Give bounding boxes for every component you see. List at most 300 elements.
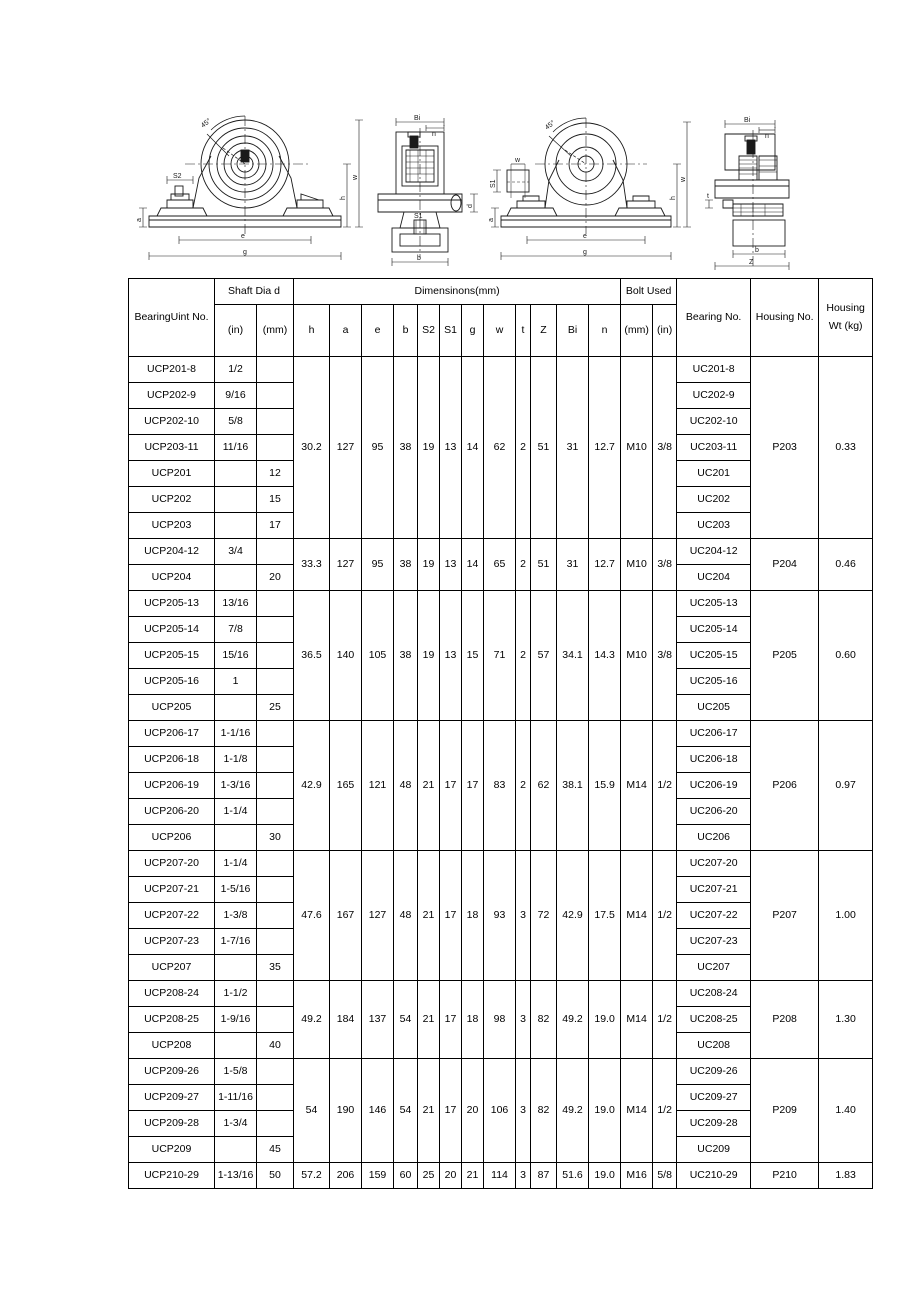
cell-dim-t: 2 bbox=[516, 591, 531, 721]
cell-bearing-no: UC207-20 bbox=[677, 851, 751, 877]
cell-bolt-in: 5/8 bbox=[653, 1163, 677, 1189]
header-dim-e: e bbox=[362, 305, 394, 357]
svg-text:S1: S1 bbox=[490, 179, 497, 188]
cell-bolt-in: 3/8 bbox=[653, 357, 677, 539]
cell-shaft-dia-mm: 30 bbox=[257, 825, 294, 851]
cell-housing-no: P204 bbox=[751, 539, 819, 591]
cell-dim-a: 165 bbox=[330, 721, 362, 851]
cell-shaft-dia-mm bbox=[257, 617, 294, 643]
cell-bolt-mm: M10 bbox=[621, 591, 653, 721]
cell-shaft-dia-in: 1-3/4 bbox=[215, 1111, 257, 1137]
cell-bearing-unit-no: UCP206-19 bbox=[129, 773, 215, 799]
cell-shaft-dia-mm: 40 bbox=[257, 1033, 294, 1059]
cell-bearing-unit-no: UCP207 bbox=[129, 955, 215, 981]
cell-dim-t: 3 bbox=[516, 981, 531, 1059]
cell-dim-bi: 42.9 bbox=[557, 851, 589, 981]
header-dim-t: t bbox=[516, 305, 531, 357]
cell-shaft-dia-in: 11/16 bbox=[215, 435, 257, 461]
cell-dim-g: 18 bbox=[462, 981, 484, 1059]
cell-dim-w: 71 bbox=[484, 591, 516, 721]
cell-dim-s2: 21 bbox=[418, 851, 440, 981]
drawing-pillow-block-front-view-ucpa bbox=[487, 108, 692, 273]
cell-shaft-dia-in bbox=[215, 461, 257, 487]
cell-dim-t: 3 bbox=[516, 1059, 531, 1163]
cell-dim-g: 18 bbox=[462, 851, 484, 981]
cell-bearing-no: UC208 bbox=[677, 1033, 751, 1059]
svg-text:Z: Z bbox=[749, 259, 754, 266]
cell-shaft-dia-mm bbox=[257, 929, 294, 955]
cell-dim-g: 21 bbox=[462, 1163, 484, 1189]
cell-bolt-mm: M14 bbox=[621, 851, 653, 981]
cell-dim-h: 57.2 bbox=[294, 1163, 330, 1189]
cell-bearing-unit-no: UCP205-16 bbox=[129, 669, 215, 695]
bearing-specification-table-container bbox=[128, 278, 865, 1189]
cell-dim-b: 38 bbox=[394, 357, 418, 539]
header-shaft-dia: Shaft Dia d bbox=[215, 279, 294, 305]
cell-dim-bi: 49.2 bbox=[557, 981, 589, 1059]
table-row bbox=[129, 851, 873, 877]
cell-bearing-unit-no: UCP210-29 bbox=[129, 1163, 215, 1189]
table-row bbox=[129, 1163, 873, 1189]
cell-dim-h: 36.5 bbox=[294, 591, 330, 721]
cell-shaft-dia-in bbox=[215, 955, 257, 981]
cell-shaft-dia-in: 1-1/16 bbox=[215, 721, 257, 747]
cell-shaft-dia-mm bbox=[257, 903, 294, 929]
cell-bearing-unit-no: UCP207-22 bbox=[129, 903, 215, 929]
svg-text:e: e bbox=[583, 233, 587, 240]
cell-dim-z: 51 bbox=[531, 539, 557, 591]
table-row bbox=[129, 357, 873, 383]
table-row bbox=[129, 539, 873, 565]
cell-dim-e: 159 bbox=[362, 1163, 394, 1189]
header-dimensions-group: Dimensinons(mm) bbox=[294, 279, 621, 305]
cell-bearing-unit-no: UCP209-28 bbox=[129, 1111, 215, 1137]
cell-shaft-dia-mm bbox=[257, 799, 294, 825]
cell-dim-b: 48 bbox=[394, 721, 418, 851]
cell-shaft-dia-in bbox=[215, 1033, 257, 1059]
cell-dim-g: 17 bbox=[462, 721, 484, 851]
cell-dim-n: 15.9 bbox=[589, 721, 621, 851]
cell-bearing-no: UC205-15 bbox=[677, 643, 751, 669]
cell-bearing-unit-no: UCP202 bbox=[129, 487, 215, 513]
cell-shaft-dia-in: 13/16 bbox=[215, 591, 257, 617]
cell-bolt-mm: M14 bbox=[621, 1059, 653, 1163]
cell-dim-s2: 21 bbox=[418, 981, 440, 1059]
cell-bearing-no: UC202-9 bbox=[677, 383, 751, 409]
cell-dim-z: 82 bbox=[531, 1059, 557, 1163]
header-row-top bbox=[129, 279, 873, 305]
cell-bearing-no: UC206 bbox=[677, 825, 751, 851]
cell-bearing-unit-no: UCP208-24 bbox=[129, 981, 215, 1007]
cell-bearing-unit-no: UCP206-20 bbox=[129, 799, 215, 825]
header-housing-wt-line2: Wt (kg) bbox=[828, 319, 863, 332]
cell-shaft-dia-mm bbox=[257, 669, 294, 695]
cell-bearing-unit-no: UCP204-12 bbox=[129, 539, 215, 565]
cell-dim-bi: 51.6 bbox=[557, 1163, 589, 1189]
cell-bolt-mm: M16 bbox=[621, 1163, 653, 1189]
cell-housing-wt: 1.40 bbox=[819, 1059, 873, 1163]
cell-dim-g: 15 bbox=[462, 591, 484, 721]
cell-dim-a: 167 bbox=[330, 851, 362, 981]
cell-dim-b: 54 bbox=[394, 981, 418, 1059]
cell-bearing-no: UC205 bbox=[677, 695, 751, 721]
cell-shaft-dia-mm bbox=[257, 539, 294, 565]
svg-text:g: g bbox=[243, 249, 247, 256]
cell-dim-a: 184 bbox=[330, 981, 362, 1059]
svg-text:t: t bbox=[707, 193, 709, 200]
cell-bearing-no: UC208-24 bbox=[677, 981, 751, 1007]
header-dim-b: b bbox=[394, 305, 418, 357]
cell-bearing-no: UC210-29 bbox=[677, 1163, 751, 1189]
cell-dim-s1: 13 bbox=[440, 591, 462, 721]
cell-dim-e: 146 bbox=[362, 1059, 394, 1163]
cell-bolt-in: 1/2 bbox=[653, 851, 677, 981]
header-dim-h: h bbox=[294, 305, 330, 357]
cell-dim-b: 54 bbox=[394, 1059, 418, 1163]
header-shaft-mm: (mm) bbox=[257, 305, 294, 357]
cell-housing-wt: 1.00 bbox=[819, 851, 873, 981]
header-dim-w: w bbox=[484, 305, 516, 357]
cell-shaft-dia-in: 5/8 bbox=[215, 409, 257, 435]
svg-text:h: h bbox=[670, 196, 677, 200]
cell-shaft-dia-in: 1-5/8 bbox=[215, 1059, 257, 1085]
header-bearing-no: Bearing No. bbox=[677, 279, 751, 357]
cell-shaft-dia-mm bbox=[257, 877, 294, 903]
cell-shaft-dia-in: 9/16 bbox=[215, 383, 257, 409]
cell-shaft-dia-in: 1-13/16 bbox=[215, 1163, 257, 1189]
cell-shaft-dia-in bbox=[215, 695, 257, 721]
cell-dim-z: 82 bbox=[531, 981, 557, 1059]
cell-bearing-unit-no: UCP201 bbox=[129, 461, 215, 487]
table-row bbox=[129, 981, 873, 1007]
cell-housing-wt: 0.33 bbox=[819, 357, 873, 539]
cell-dim-s2: 19 bbox=[418, 539, 440, 591]
svg-text:w: w bbox=[680, 176, 687, 182]
cell-bearing-no: UC204 bbox=[677, 565, 751, 591]
cell-shaft-dia-in: 3/4 bbox=[215, 539, 257, 565]
cell-bearing-no: UC203-11 bbox=[677, 435, 751, 461]
cell-shaft-dia-mm bbox=[257, 435, 294, 461]
cell-bolt-in: 3/8 bbox=[653, 539, 677, 591]
svg-text:w: w bbox=[515, 157, 521, 164]
cell-bearing-no: UC202 bbox=[677, 487, 751, 513]
cell-bearing-no: UC205-16 bbox=[677, 669, 751, 695]
cell-dim-z: 57 bbox=[531, 591, 557, 721]
bearing-specification-table bbox=[128, 278, 873, 1189]
header-dim-n: n bbox=[589, 305, 621, 357]
cell-shaft-dia-in: 1-1/4 bbox=[215, 799, 257, 825]
cell-bearing-no: UC204-12 bbox=[677, 539, 751, 565]
svg-text:S2: S2 bbox=[173, 173, 182, 180]
cell-shaft-dia-in: 1-1/2 bbox=[215, 981, 257, 1007]
cell-bolt-in: 1/2 bbox=[653, 721, 677, 851]
cell-bearing-unit-no: UCP205 bbox=[129, 695, 215, 721]
cell-dim-a: 190 bbox=[330, 1059, 362, 1163]
cell-shaft-dia-mm: 45 bbox=[257, 1137, 294, 1163]
cell-dim-z: 62 bbox=[531, 721, 557, 851]
cell-dim-h: 54 bbox=[294, 1059, 330, 1163]
cell-shaft-dia-mm bbox=[257, 851, 294, 877]
cell-dim-a: 206 bbox=[330, 1163, 362, 1189]
cell-dim-t: 2 bbox=[516, 357, 531, 539]
cell-housing-wt: 0.60 bbox=[819, 591, 873, 721]
cell-dim-b: 38 bbox=[394, 591, 418, 721]
cell-dim-e: 121 bbox=[362, 721, 394, 851]
cell-bearing-unit-no: UCP208 bbox=[129, 1033, 215, 1059]
cell-bearing-no: UC203 bbox=[677, 513, 751, 539]
cell-bolt-in: 1/2 bbox=[653, 1059, 677, 1163]
cell-dim-b: 48 bbox=[394, 851, 418, 981]
cell-dim-s2: 21 bbox=[418, 721, 440, 851]
cell-dim-s2: 19 bbox=[418, 591, 440, 721]
cell-housing-wt: 1.30 bbox=[819, 981, 873, 1059]
cell-dim-h: 33.3 bbox=[294, 539, 330, 591]
cell-shaft-dia-mm bbox=[257, 383, 294, 409]
cell-shaft-dia-mm bbox=[257, 1007, 294, 1033]
cell-dim-s1: 20 bbox=[440, 1163, 462, 1189]
svg-text:b: b bbox=[417, 255, 421, 262]
cell-housing-no: P210 bbox=[751, 1163, 819, 1189]
cell-dim-n: 19.0 bbox=[589, 1163, 621, 1189]
cell-dim-t: 3 bbox=[516, 1163, 531, 1189]
header-dim-s1: S1 bbox=[440, 305, 462, 357]
cell-bearing-no: UC209 bbox=[677, 1137, 751, 1163]
header-housing-no: Housing No. bbox=[751, 279, 819, 357]
cell-dim-w: 65 bbox=[484, 539, 516, 591]
cell-bearing-no: UC206-19 bbox=[677, 773, 751, 799]
cell-bearing-no: UC201-8 bbox=[677, 357, 751, 383]
svg-text:S1: S1 bbox=[414, 213, 423, 220]
cell-dim-n: 19.0 bbox=[589, 1059, 621, 1163]
cell-bearing-unit-no: UCP204 bbox=[129, 565, 215, 591]
cell-shaft-dia-in: 1-5/16 bbox=[215, 877, 257, 903]
cell-dim-z: 72 bbox=[531, 851, 557, 981]
cell-dim-z: 51 bbox=[531, 357, 557, 539]
svg-text:45°: 45° bbox=[199, 117, 213, 130]
cell-dim-w: 106 bbox=[484, 1059, 516, 1163]
cell-dim-b: 60 bbox=[394, 1163, 418, 1189]
cell-bolt-mm: M10 bbox=[621, 539, 653, 591]
drawing-pillow-block-cross-section-ucpa bbox=[697, 108, 802, 276]
cell-housing-no: P208 bbox=[751, 981, 819, 1059]
cell-shaft-dia-mm: 25 bbox=[257, 695, 294, 721]
cell-dim-s1: 17 bbox=[440, 721, 462, 851]
cell-shaft-dia-in bbox=[215, 513, 257, 539]
cell-dim-w: 98 bbox=[484, 981, 516, 1059]
cell-dim-w: 114 bbox=[484, 1163, 516, 1189]
cell-dim-n: 17.5 bbox=[589, 851, 621, 981]
cell-housing-wt: 1.83 bbox=[819, 1163, 873, 1189]
cell-bolt-mm: M14 bbox=[621, 721, 653, 851]
cell-shaft-dia-mm bbox=[257, 643, 294, 669]
cell-dim-e: 137 bbox=[362, 981, 394, 1059]
table-body bbox=[129, 357, 873, 1189]
svg-text:Bi: Bi bbox=[414, 115, 421, 122]
cell-bearing-unit-no: UCP209 bbox=[129, 1137, 215, 1163]
table-row bbox=[129, 591, 873, 617]
cell-bolt-in: 3/8 bbox=[653, 591, 677, 721]
cell-dim-s2: 19 bbox=[418, 357, 440, 539]
cell-dim-s1: 17 bbox=[440, 851, 462, 981]
cell-dim-z: 87 bbox=[531, 1163, 557, 1189]
cell-shaft-dia-mm bbox=[257, 981, 294, 1007]
cell-dim-bi: 34.1 bbox=[557, 591, 589, 721]
cell-housing-no: P205 bbox=[751, 591, 819, 721]
cell-dim-t: 2 bbox=[516, 721, 531, 851]
cell-shaft-dia-in: 1 bbox=[215, 669, 257, 695]
cell-bearing-unit-no: UCP209-27 bbox=[129, 1085, 215, 1111]
cell-dim-a: 140 bbox=[330, 591, 362, 721]
cell-bearing-unit-no: UCP205-13 bbox=[129, 591, 215, 617]
cell-shaft-dia-mm bbox=[257, 1111, 294, 1137]
cell-shaft-dia-in bbox=[215, 1137, 257, 1163]
svg-text:g: g bbox=[583, 249, 587, 256]
cell-dim-s1: 17 bbox=[440, 1059, 462, 1163]
cell-bolt-in: 1/2 bbox=[653, 981, 677, 1059]
table-row bbox=[129, 1059, 873, 1085]
cell-shaft-dia-mm bbox=[257, 1059, 294, 1085]
cell-shaft-dia-in: 1-3/8 bbox=[215, 903, 257, 929]
cell-shaft-dia-mm bbox=[257, 721, 294, 747]
cell-shaft-dia-mm: 15 bbox=[257, 487, 294, 513]
cell-dim-g: 14 bbox=[462, 539, 484, 591]
cell-dim-a: 127 bbox=[330, 357, 362, 539]
technical-drawings-strip bbox=[0, 104, 920, 276]
cell-shaft-dia-in: 1-11/16 bbox=[215, 1085, 257, 1111]
cell-bearing-unit-no: UCP208-25 bbox=[129, 1007, 215, 1033]
header-bolt-mm: (mm) bbox=[621, 305, 653, 357]
header-housing-wt bbox=[819, 279, 873, 357]
cell-dim-bi: 31 bbox=[557, 357, 589, 539]
cell-housing-no: P206 bbox=[751, 721, 819, 851]
svg-text:n: n bbox=[765, 133, 769, 140]
svg-text:Bi: Bi bbox=[744, 117, 751, 124]
header-dim-bi: Bi bbox=[557, 305, 589, 357]
svg-text:b: b bbox=[755, 247, 759, 254]
cell-housing-no: P203 bbox=[751, 357, 819, 539]
cell-dim-n: 12.7 bbox=[589, 357, 621, 539]
cell-shaft-dia-in: 15/16 bbox=[215, 643, 257, 669]
cell-dim-g: 20 bbox=[462, 1059, 484, 1163]
cell-bearing-unit-no: UCP205-14 bbox=[129, 617, 215, 643]
cell-dim-n: 19.0 bbox=[589, 981, 621, 1059]
cell-dim-e: 95 bbox=[362, 357, 394, 539]
cell-bearing-unit-no: UCP203-11 bbox=[129, 435, 215, 461]
cell-shaft-dia-mm bbox=[257, 591, 294, 617]
svg-text:n: n bbox=[432, 131, 436, 138]
svg-text:e: e bbox=[241, 233, 245, 240]
cell-shaft-dia-in bbox=[215, 825, 257, 851]
cell-shaft-dia-in: 1-1/8 bbox=[215, 747, 257, 773]
cell-dim-t: 2 bbox=[516, 539, 531, 591]
cell-shaft-dia-in: 1-7/16 bbox=[215, 929, 257, 955]
cell-housing-wt: 0.46 bbox=[819, 539, 873, 591]
cell-bearing-no: UC207-23 bbox=[677, 929, 751, 955]
cell-shaft-dia-mm: 20 bbox=[257, 565, 294, 591]
cell-bearing-no: UC202-10 bbox=[677, 409, 751, 435]
cell-bearing-unit-no: UCP205-15 bbox=[129, 643, 215, 669]
cell-shaft-dia-in: 1/2 bbox=[215, 357, 257, 383]
svg-text:w: w bbox=[352, 174, 359, 180]
cell-dim-e: 127 bbox=[362, 851, 394, 981]
cell-bearing-no: UC206-17 bbox=[677, 721, 751, 747]
cell-bearing-no: UC206-18 bbox=[677, 747, 751, 773]
cell-bearing-no: UC207-21 bbox=[677, 877, 751, 903]
cell-shaft-dia-in: 7/8 bbox=[215, 617, 257, 643]
cell-dim-n: 12.7 bbox=[589, 539, 621, 591]
cell-dim-h: 30.2 bbox=[294, 357, 330, 539]
cell-shaft-dia-mm bbox=[257, 773, 294, 799]
cell-bearing-unit-no: UCP201-8 bbox=[129, 357, 215, 383]
cell-dim-h: 47.6 bbox=[294, 851, 330, 981]
cell-dim-bi: 31 bbox=[557, 539, 589, 591]
svg-text:45°: 45° bbox=[543, 119, 557, 132]
cell-bearing-no: UC209-26 bbox=[677, 1059, 751, 1085]
cell-bearing-unit-no: UCP206-18 bbox=[129, 747, 215, 773]
cell-bearing-unit-no: UCP207-20 bbox=[129, 851, 215, 877]
cell-bearing-no: UC208-25 bbox=[677, 1007, 751, 1033]
cell-dim-b: 38 bbox=[394, 539, 418, 591]
svg-text:h: h bbox=[340, 196, 347, 200]
cell-dim-e: 95 bbox=[362, 539, 394, 591]
cell-shaft-dia-in: 1-3/16 bbox=[215, 773, 257, 799]
cell-housing-no: P207 bbox=[751, 851, 819, 981]
header-bearing-unit-no: BearingUint No. bbox=[129, 279, 215, 357]
cell-dim-e: 105 bbox=[362, 591, 394, 721]
cell-shaft-dia-mm bbox=[257, 357, 294, 383]
cell-bearing-no: UC209-27 bbox=[677, 1085, 751, 1111]
cell-dim-n: 14.3 bbox=[589, 591, 621, 721]
header-bolt-in: (in) bbox=[653, 305, 677, 357]
cell-shaft-dia-in: 1-9/16 bbox=[215, 1007, 257, 1033]
cell-dim-s1: 17 bbox=[440, 981, 462, 1059]
cell-bearing-no: UC207-22 bbox=[677, 903, 751, 929]
cell-shaft-dia-mm bbox=[257, 1085, 294, 1111]
table-header bbox=[129, 279, 873, 357]
svg-text:a: a bbox=[136, 218, 143, 222]
cell-dim-bi: 49.2 bbox=[557, 1059, 589, 1163]
cell-dim-s1: 13 bbox=[440, 539, 462, 591]
cell-shaft-dia-mm: 12 bbox=[257, 461, 294, 487]
header-housing-wt-line1: Housing bbox=[826, 301, 865, 314]
cell-bearing-no: UC207 bbox=[677, 955, 751, 981]
svg-text:a: a bbox=[488, 218, 495, 222]
cell-dim-h: 49.2 bbox=[294, 981, 330, 1059]
drawing-pillow-block-front-view-ucp bbox=[133, 108, 365, 273]
cell-bearing-no: UC201 bbox=[677, 461, 751, 487]
drawing-pillow-block-side-section-ucp bbox=[370, 108, 490, 273]
cell-dim-s1: 13 bbox=[440, 357, 462, 539]
header-dim-s2: S2 bbox=[418, 305, 440, 357]
cell-dim-g: 14 bbox=[462, 357, 484, 539]
cell-dim-t: 3 bbox=[516, 851, 531, 981]
cell-shaft-dia-mm: 35 bbox=[257, 955, 294, 981]
cell-dim-w: 62 bbox=[484, 357, 516, 539]
header-dim-g: g bbox=[462, 305, 484, 357]
header-dim-a: a bbox=[330, 305, 362, 357]
cell-bearing-unit-no: UCP203 bbox=[129, 513, 215, 539]
cell-bearing-no: UC205-13 bbox=[677, 591, 751, 617]
cell-bearing-unit-no: UCP206 bbox=[129, 825, 215, 851]
cell-bolt-mm: M10 bbox=[621, 357, 653, 539]
cell-dim-w: 83 bbox=[484, 721, 516, 851]
cell-bearing-no: UC205-14 bbox=[677, 617, 751, 643]
header-bolt-used-group: Bolt Used bbox=[621, 279, 677, 305]
cell-shaft-dia-mm bbox=[257, 409, 294, 435]
cell-dim-s2: 21 bbox=[418, 1059, 440, 1163]
cell-bearing-unit-no: UCP207-21 bbox=[129, 877, 215, 903]
cell-shaft-dia-mm bbox=[257, 747, 294, 773]
